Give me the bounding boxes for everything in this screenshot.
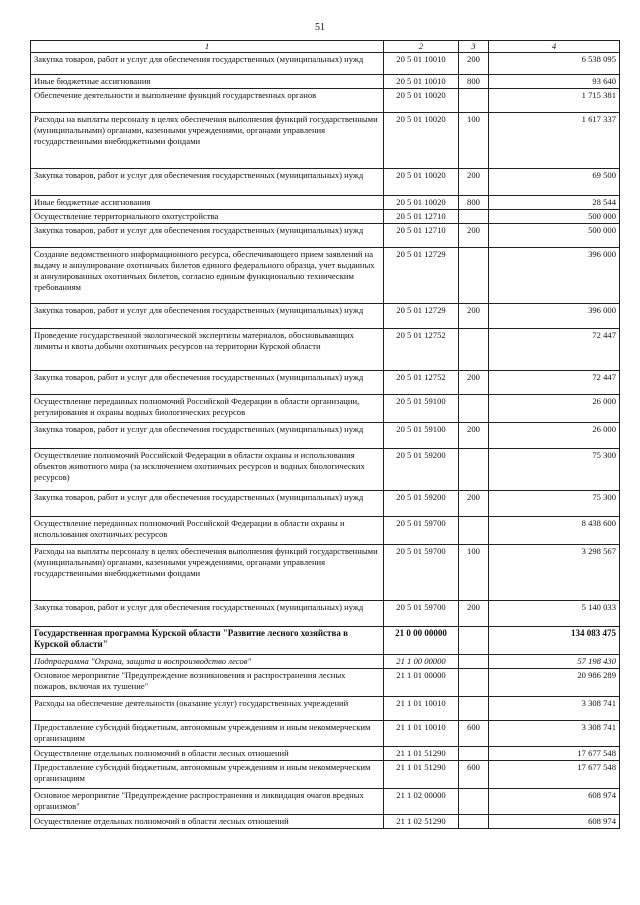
row-code: 20 5 01 59700: [384, 545, 459, 601]
table-row: [31, 601, 620, 627]
row-name: Предоставление субсидий бюджетным, автономным учреждениям и иным некоммерческим организациям: [31, 721, 384, 747]
row-sum: 3 308 741: [489, 721, 620, 747]
row-expense-type: [459, 329, 489, 371]
row-sum: 75 300: [489, 449, 620, 491]
row-sum: 26 000: [489, 395, 620, 423]
row-code: 21 1 01 51290: [384, 747, 459, 761]
row-name: Осуществление отдельных полномочий в области лесных отношений: [31, 815, 384, 829]
row-expense-type: 600: [459, 721, 489, 747]
row-code: 20 5 01 10020: [384, 113, 459, 169]
table-row: [31, 169, 620, 196]
row-name: Создание ведомственного информационного ресурса, обеспечивающего прием заявлений на выдачу и аннулирование охотничьих билетов единого федерального образца, учет выданных и аннулированных охотничьих билетов, согласно единым функционально техническим требованиям: [31, 248, 384, 304]
row-name: Закупка товаров, работ и услуг для обеспечения государственных (муниципальных) нужд: [31, 224, 384, 248]
table-row: [31, 196, 620, 210]
row-name: Государственная программа Курской области "Развитие лесного хозяйства в Курской области": [31, 627, 384, 655]
table-row: [31, 395, 620, 423]
table-row: [31, 517, 620, 545]
row-expense-type: 800: [459, 196, 489, 210]
row-name: Закупка товаров, работ и услуг для обеспечения государственных (муниципальных) нужд: [31, 423, 384, 449]
row-name: Закупка товаров, работ и услуг для обеспечения государственных (муниципальных) нужд: [31, 491, 384, 517]
row-expense-type: 200: [459, 224, 489, 248]
row-expense-type: [459, 449, 489, 491]
row-name: Иные бюджетные ассигнования: [31, 75, 384, 89]
row-sum: 28 544: [489, 196, 620, 210]
row-sum: 57 198 430: [489, 655, 620, 669]
row-expense-type: [459, 89, 489, 113]
row-name: Осуществление переданных полномочий Российской Федерации в области охраны и использования охотничьих ресурсов: [31, 517, 384, 545]
row-sum: 608 974: [489, 789, 620, 815]
row-sum: 1 715 381: [489, 89, 620, 113]
row-expense-type: [459, 395, 489, 423]
row-name: Закупка товаров, работ и услуг для обеспечения государственных (муниципальных) нужд: [31, 169, 384, 196]
row-sum: 500 000: [489, 210, 620, 224]
table-row: [31, 113, 620, 169]
row-name: Расходы на выплаты персоналу в целях обеспечения выполнения функций государственными (муниципальными) органами, казенными учреждениями, органами управления государственными внебюджетными фондами: [31, 545, 384, 601]
table-row: [31, 224, 620, 248]
row-name: Предоставление субсидий бюджетным, автономным учреждениям и иным некоммерческим организациям: [31, 761, 384, 789]
row-sum: 1 617 337: [489, 113, 620, 169]
row-sum: 8 438 600: [489, 517, 620, 545]
row-sum: 396 000: [489, 248, 620, 304]
row-name: Осуществление полномочий Российской Федерации в области охраны и использования объектов животного мира (за исключением охотничьих ресурсов и водных биологических ресурсов): [31, 449, 384, 491]
row-name: Иные бюджетные ассигнования: [31, 196, 384, 210]
table-row: [31, 747, 620, 761]
row-code: 20 5 01 10020: [384, 169, 459, 196]
table-row: [31, 815, 620, 829]
row-code: 21 1 01 00000: [384, 669, 459, 697]
row-name: Закупка товаров, работ и услуг для обеспечения государственных (муниципальных) нужд: [31, 53, 384, 75]
table-body: [31, 53, 620, 829]
row-expense-type: 200: [459, 491, 489, 517]
table-row: [31, 721, 620, 747]
budget-table: [30, 40, 620, 829]
table-row: [31, 329, 620, 371]
row-code: 20 5 01 59200: [384, 491, 459, 517]
row-sum: 72 447: [489, 329, 620, 371]
row-code: 21 1 00 00000: [384, 655, 459, 669]
row-name: Осуществление отдельных полномочий в области лесных отношений: [31, 747, 384, 761]
row-expense-type: [459, 627, 489, 655]
row-code: 21 1 01 10010: [384, 721, 459, 747]
row-expense-type: 200: [459, 423, 489, 449]
row-sum: 608 974: [489, 815, 620, 829]
row-sum: 69 500: [489, 169, 620, 196]
table-row: [31, 75, 620, 89]
table-row: [31, 371, 620, 395]
row-expense-type: [459, 655, 489, 669]
row-name: Осуществление переданных полномочий Российской Федерации в области организации, регулирования и охраны водных биологических ресурсов: [31, 395, 384, 423]
row-code: 21 1 01 51290: [384, 761, 459, 789]
row-code: 20 5 01 10010: [384, 75, 459, 89]
row-expense-type: [459, 248, 489, 304]
header-col-3: 3: [459, 41, 489, 53]
row-code: 20 5 01 12752: [384, 371, 459, 395]
row-code: 20 5 01 12710: [384, 210, 459, 224]
row-expense-type: 200: [459, 169, 489, 196]
row-expense-type: [459, 210, 489, 224]
table-row: [31, 545, 620, 601]
row-sum: 75 300: [489, 491, 620, 517]
row-code: 20 5 01 59200: [384, 449, 459, 491]
row-expense-type: [459, 747, 489, 761]
row-code: 21 0 00 00000: [384, 627, 459, 655]
row-code: 20 5 01 59100: [384, 423, 459, 449]
table-row: [31, 627, 620, 655]
row-name: Закупка товаров, работ и услуг для обеспечения государственных (муниципальных) нужд: [31, 304, 384, 329]
table-row: [31, 210, 620, 224]
header-col-1: 1: [31, 41, 384, 53]
row-sum: 3 308 741: [489, 697, 620, 721]
row-sum: 134 083 475: [489, 627, 620, 655]
row-expense-type: 200: [459, 53, 489, 75]
table-row: [31, 53, 620, 75]
row-expense-type: 100: [459, 545, 489, 601]
row-name: Закупка товаров, работ и услуг для обеспечения государственных (муниципальных) нужд: [31, 371, 384, 395]
row-sum: 26 000: [489, 423, 620, 449]
row-name: Подпрограмма "Охрана, защита и воспроизводство лесов": [31, 655, 384, 669]
table-row: [31, 655, 620, 669]
row-name: Закупка товаров, работ и услуг для обеспечения государственных (муниципальных) нужд: [31, 601, 384, 627]
row-code: 20 5 01 12752: [384, 329, 459, 371]
table-row: [31, 789, 620, 815]
row-expense-type: 200: [459, 601, 489, 627]
row-name: Проведение государственной экологической экспертизы материалов, обосновывающих лимиты и квоты добычи охотничьих ресурсов на территории Курской области: [31, 329, 384, 371]
row-expense-type: 200: [459, 371, 489, 395]
row-name: Расходы на обеспечение деятельности (оказание услуг) государственных учреждений: [31, 697, 384, 721]
page-number: 51: [315, 22, 325, 33]
row-expense-type: 200: [459, 304, 489, 329]
table-row: [31, 304, 620, 329]
row-code: 21 1 01 10010: [384, 697, 459, 721]
row-name: Обеспечение деятельности и выполнение функций государственных органов: [31, 89, 384, 113]
row-sum: 72 447: [489, 371, 620, 395]
row-code: 20 5 01 59700: [384, 601, 459, 627]
table-row: [31, 89, 620, 113]
header-col-4: 4: [489, 41, 620, 53]
row-expense-type: 600: [459, 761, 489, 789]
row-name: Расходы на выплаты персоналу в целях обеспечения выполнения функций государственными (муниципальными) органами, казенными учреждениями, органами управления государственными внебюджетными фондами: [31, 113, 384, 169]
table-row: [31, 697, 620, 721]
row-code: 20 5 01 59100: [384, 395, 459, 423]
row-sum: 500 000: [489, 224, 620, 248]
row-expense-type: [459, 517, 489, 545]
row-sum: 3 298 567: [489, 545, 620, 601]
row-code: 20 5 01 12710: [384, 224, 459, 248]
row-code: 20 5 01 10010: [384, 53, 459, 75]
table-row: [31, 423, 620, 449]
row-sum: 5 140 033: [489, 601, 620, 627]
row-name: Основное мероприятие "Предупреждение возникновения и распространения лесных пожаров, включая их тушение": [31, 669, 384, 697]
row-name: Основное мероприятие "Предупреждение распространения и ликвидация очагов вредных организмов": [31, 789, 384, 815]
row-code: 20 5 01 12729: [384, 248, 459, 304]
row-sum: 6 538 095: [489, 53, 620, 75]
table-row: [31, 761, 620, 789]
row-sum: 17 677 548: [489, 747, 620, 761]
row-code: 20 5 01 10020: [384, 89, 459, 113]
row-sum: 396 000: [489, 304, 620, 329]
row-sum: 20 986 289: [489, 669, 620, 697]
table-row: [31, 669, 620, 697]
row-expense-type: [459, 789, 489, 815]
header-col-2: 2: [384, 41, 459, 53]
table-header-row: [31, 41, 620, 53]
row-expense-type: 800: [459, 75, 489, 89]
row-expense-type: [459, 815, 489, 829]
row-code: 20 5 01 10020: [384, 196, 459, 210]
row-sum: 93 640: [489, 75, 620, 89]
row-code: 21 1 02 00000: [384, 789, 459, 815]
row-expense-type: [459, 669, 489, 697]
row-expense-type: 100: [459, 113, 489, 169]
row-code: 20 5 01 12729: [384, 304, 459, 329]
row-code: 20 5 01 59700: [384, 517, 459, 545]
row-expense-type: [459, 697, 489, 721]
row-sum: 17 677 548: [489, 761, 620, 789]
row-code: 21 1 02 51290: [384, 815, 459, 829]
table-row: [31, 449, 620, 491]
table-row: [31, 491, 620, 517]
table-row: [31, 248, 620, 304]
row-name: Осуществление территориального охотустройства: [31, 210, 384, 224]
